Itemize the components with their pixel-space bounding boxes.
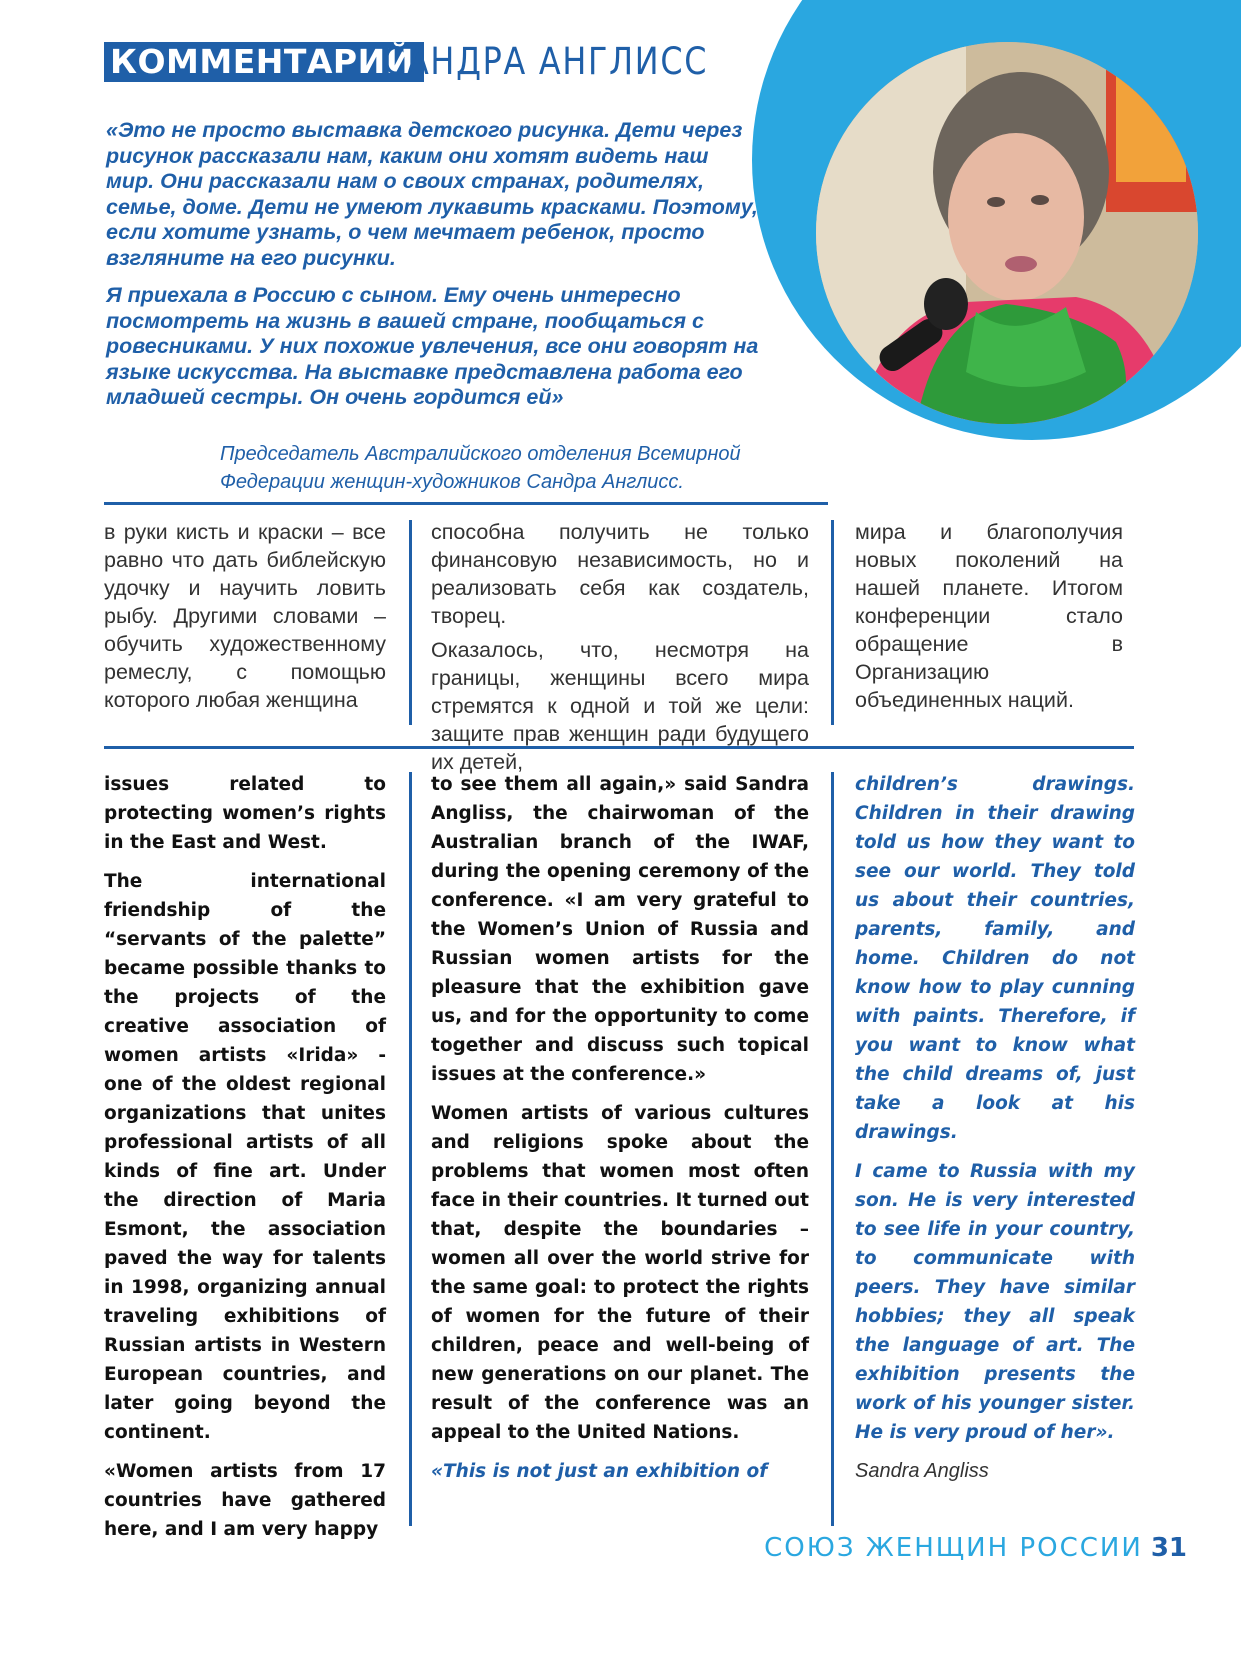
page-footer — [764, 1528, 1187, 1568]
attribution-line-2: Федерации женщин-художников Сандра Англисс. — [220, 471, 684, 493]
ru-column-2 — [431, 518, 809, 782]
divider-vertical-en-2 — [831, 772, 834, 1526]
divider-top — [104, 502, 828, 505]
ru-column-1 — [104, 518, 386, 720]
en-col1-paragraph-3: «Women artists from 17 countries have gathered here, and I am very happy — [104, 1461, 386, 1540]
en-col3-quote-paragraph-1: children’s drawings. Children in their drawing told us how they want to see our world. They told us about their countries, parents, family, and home. Children do not know how to play cunning with paints. Therefore, if you want to know what the child dreams of, just take a look at his drawings. — [855, 774, 1135, 1143]
en-col2-paragraph-2: Women artists of various cultures and religions spoke about the problems that women most often face in their countries. It turned out that, despite the boundaries – women all over the world strive for the same goal: to protect the rights of women for the future of their children, peace and well-being of new generations on our planet. The result of the conference was an appeal to the United Nations. — [431, 1103, 809, 1443]
divider-vertical-en-1 — [409, 772, 412, 1526]
en-column-3 — [855, 770, 1135, 1496]
en-col2-paragraph-1: to see them all again,» said Sandra Angliss, the chairwoman of the Australian branch of the IWAF, during the opening ceremony of the conference. «I am very grateful to the Women’s Union of Russia and Russian women artists for the pleasure that the exhibition gave us, and for the opportunity to come together and discuss such topical issues at the conference.» — [431, 774, 809, 1085]
divider-vertical-ru-2 — [831, 520, 834, 725]
section-tag: КОММЕНТАРИЙ — [104, 42, 424, 82]
en-col3-signature: Sandra Angliss — [855, 1460, 989, 1482]
ru-col3-paragraph: мира и благополучия новых поколений на нашей планете. Итогом конференции стало обращение в Организацию объединенных наций. — [855, 520, 1123, 712]
ru-column-3 — [855, 518, 1123, 720]
en-col2-quote-start: «This is not just an exhibition of — [431, 1461, 768, 1482]
publication-name: СОЮЗ ЖЕНЩИН РОССИИ — [764, 1533, 1143, 1563]
divider-vertical-ru-1 — [409, 520, 412, 725]
ru-col2-paragraph-2: Оказалось, что, несмотря на границы, женщины всего мира стремятся к одной и той же цели: защите прав женщин ради будущего их детей, — [431, 638, 809, 774]
en-column-2 — [431, 770, 809, 1496]
ru-col2-paragraph-1: способна получить не только финансовую независимость, но и реализовать себя как создатель, творец. — [431, 520, 809, 628]
portrait-photo — [816, 42, 1198, 424]
ru-col1-paragraph: в руки кисть и краски – все равно что дать библейскую удочку и научить ловить рыбу. Другими словами – обучить художественному ремеслу, с помощью которого любая женщина — [104, 520, 386, 712]
attribution-line-1: Председатель Австралийского отделения Всемирной — [220, 443, 741, 465]
pull-quote — [106, 118, 762, 423]
section-title-name: САНДРА АНГЛИСС — [383, 40, 709, 83]
portrait-illustration — [816, 42, 1198, 424]
quote-paragraph-2: Я приехала в Россию с сыном. Ему очень интересно посмотреть на жизнь в вашей стране, пообщаться с ровесниками. У них похожие увлечения, все они говорят на языке искусства. На выставке представлена работа его младшей сестры. Он очень гордится ей» — [106, 283, 759, 409]
en-column-1 — [104, 770, 386, 1554]
quote-paragraph-1: «Это не просто выставка детского рисунка. Дети через рисунок рассказали нам, каким они хотят видеть наш мир. Они рассказали нам о своих странах, родителях, семье, доме. Дети не умеют лукавить красками. Поэтому, если хотите узнать, о чем мечтает ребенок, просто взгляните на его рисунки. — [106, 118, 758, 270]
en-col3-quote-paragraph-2: I came to Russia with my son. He is very interested to see life in your country, to communicate with peers. They have similar hobbies; they all speak the language of art. The exhibition presents the work of his younger sister. He is very proud of her». — [855, 1161, 1135, 1443]
page-number: 31 — [1150, 1533, 1187, 1563]
divider-middle — [104, 746, 1134, 749]
en-col1-paragraph-1: issues related to protecting women’s rights in the East and West. — [104, 774, 386, 853]
en-col1-paragraph-2: The international friendship of the “servants of the palette” became possible thanks to the projects of the creative association of women artists «Irida» - one of the oldest regional organizations that unites professional artists of all kinds of fine art. Under the direction of Maria Esmont, the association paved the way for talents in 1998, organizing annual traveling exhibitions of Russian artists in Western European countries, and later going beyond the continent. — [104, 871, 386, 1443]
quote-attribution — [220, 440, 820, 496]
